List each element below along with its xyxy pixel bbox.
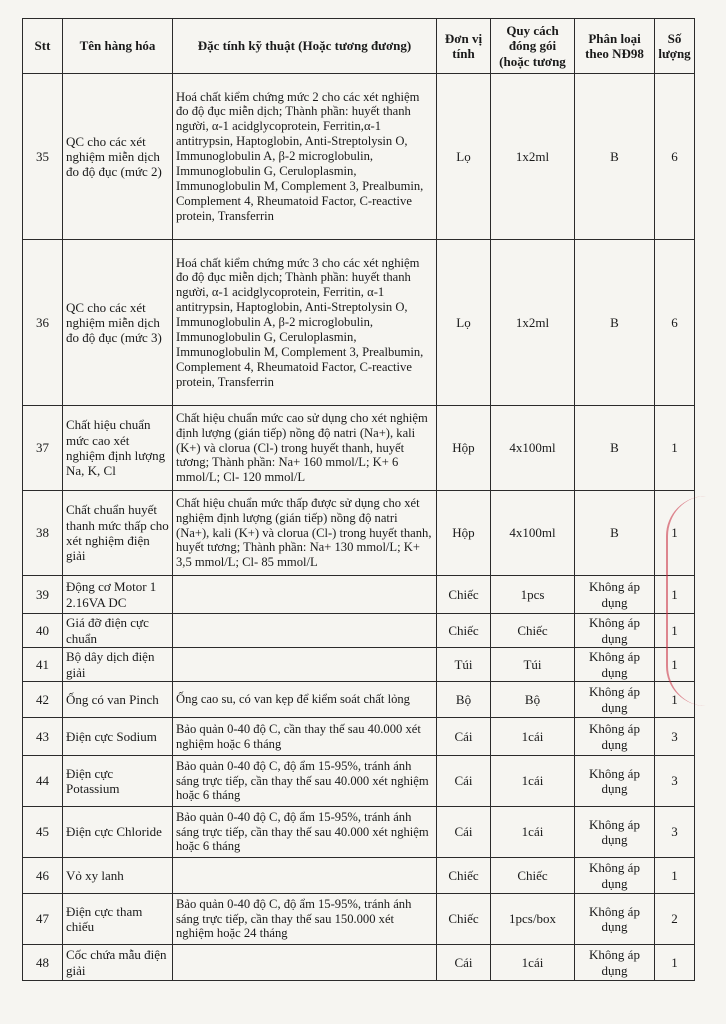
- cell-pack: 1x2ml: [491, 240, 575, 406]
- header-pack: Quy cách đóng gói (hoặc tương: [491, 19, 575, 74]
- cell-pack: 1cái: [491, 756, 575, 807]
- cell-name: Cốc chứa mẫu điện giải: [63, 945, 173, 981]
- table-row: [23, 945, 695, 981]
- header-class: Phân loại theo NĐ98: [575, 19, 655, 74]
- cell-class: Không áp dụng: [575, 756, 655, 807]
- cell-spec: Bảo quản 0-40 độ C, độ ẩm 15-95%, tránh ánh sáng trực tiếp, cần thay thế sau 40.000 xét nghiệm hoặc 6 tháng: [173, 807, 437, 858]
- table-row: [23, 240, 695, 406]
- table-row: [23, 614, 695, 648]
- cell-stt: 44: [23, 756, 63, 807]
- table-row: [23, 807, 695, 858]
- cell-qty: 1: [655, 858, 695, 894]
- cell-unit: Cái: [437, 718, 491, 756]
- cell-spec: [173, 614, 437, 648]
- cell-stt: 37: [23, 406, 63, 491]
- table-row: [23, 576, 695, 614]
- cell-class: Không áp dụng: [575, 945, 655, 981]
- cell-pack: 1pcs/box: [491, 894, 575, 945]
- cell-spec: Bảo quản 0-40 độ C, cần thay thế sau 40.000 xét nghiệm hoặc 6 tháng: [173, 718, 437, 756]
- cell-class: Không áp dụng: [575, 576, 655, 614]
- cell-unit: Chiếc: [437, 614, 491, 648]
- cell-pack: Chiếc: [491, 614, 575, 648]
- cell-name: Ống có van Pinch: [63, 682, 173, 718]
- cell-class: B: [575, 491, 655, 576]
- cell-qty: 2: [655, 894, 695, 945]
- cell-qty: 3: [655, 718, 695, 756]
- table-header-row: [23, 19, 695, 74]
- cell-pack: 1cái: [491, 945, 575, 981]
- cell-class: B: [575, 74, 655, 240]
- header-qty: Số lượng: [655, 19, 695, 74]
- cell-spec: [173, 576, 437, 614]
- header-unit: Đơn vị tính: [437, 19, 491, 74]
- cell-pack: 1x2ml: [491, 74, 575, 240]
- cell-class: B: [575, 406, 655, 491]
- cell-spec: [173, 858, 437, 894]
- cell-stt: 45: [23, 807, 63, 858]
- table-row: [23, 406, 695, 491]
- cell-name: Điện cực tham chiếu: [63, 894, 173, 945]
- cell-unit: Lọ: [437, 74, 491, 240]
- table-row: [23, 648, 695, 682]
- table-row: [23, 682, 695, 718]
- cell-spec: [173, 648, 437, 682]
- cell-stt: 39: [23, 576, 63, 614]
- red-stamp-fragment: [666, 496, 708, 706]
- cell-name: Vỏ xy lanh: [63, 858, 173, 894]
- cell-qty: 1: [655, 614, 695, 648]
- cell-name: Động cơ Motor 1 2.16VA DC: [63, 576, 173, 614]
- cell-name: Giá đỡ điện cực chuẩn: [63, 614, 173, 648]
- cell-qty: 1: [655, 945, 695, 981]
- header-stt: Stt: [23, 19, 63, 74]
- table-body: [23, 74, 695, 981]
- cell-stt: 40: [23, 614, 63, 648]
- cell-name: QC cho các xét nghiệm miễn dịch đo độ đục (mức 2): [63, 74, 173, 240]
- cell-unit: Chiếc: [437, 894, 491, 945]
- cell-name: Điện cực Potassium: [63, 756, 173, 807]
- cell-qty: 1: [655, 576, 695, 614]
- table-row: [23, 756, 695, 807]
- cell-qty: 6: [655, 74, 695, 240]
- equipment-table: [22, 18, 695, 981]
- cell-unit: Hộp: [437, 406, 491, 491]
- cell-pack: 1cái: [491, 807, 575, 858]
- cell-qty: 1: [655, 406, 695, 491]
- cell-class: Không áp dụng: [575, 858, 655, 894]
- cell-class: Không áp dụng: [575, 807, 655, 858]
- cell-stt: 43: [23, 718, 63, 756]
- cell-spec: Bảo quản 0-40 độ C, độ ẩm 15-95%, tránh ánh sáng trực tiếp, cần thay thế sau 40.000 xét nghiệm hoặc 6 tháng: [173, 756, 437, 807]
- cell-unit: Bộ: [437, 682, 491, 718]
- cell-unit: Cái: [437, 756, 491, 807]
- cell-qty: 6: [655, 240, 695, 406]
- cell-pack: 4x100ml: [491, 406, 575, 491]
- cell-spec: Hoá chất kiểm chứng mức 3 cho các xét nghiệm đo độ đục miễn dịch; Thành phần: huyết thanh người, α-1 acidglycoprotein, Ferritin, α-1 antitrypsin, Haptoglobin, Anti-Streptolysin O, Immunoglobulin A, β-2 microglobulin, Immunoglobulin G, Ceruloplasmin, Immunoglobulin M, Complement 3, Prealbumin, Complement 4, Rheumatoid Factor, C-reactive protein, Transferrin: [173, 240, 437, 406]
- cell-stt: 46: [23, 858, 63, 894]
- cell-stt: 35: [23, 74, 63, 240]
- cell-spec: Chất hiệu chuẩn mức cao sử dụng cho xét nghiệm định lượng (gián tiếp) nồng độ natri (Na+), kali (K+) và clorua (Cl-) trong huyết thanh, huyết tương; Thành phần: Na+ 160 mmol/L; K+ 6 mmol/L; Cl- 120 mmol/L: [173, 406, 437, 491]
- cell-spec: Bảo quản 0-40 độ C, độ ẩm 15-95%, tránh ánh sáng trực tiếp, cần thay thế sau 150.000 xét nghiệm hoặc 24 tháng: [173, 894, 437, 945]
- document-page: [22, 18, 694, 981]
- cell-stt: 38: [23, 491, 63, 576]
- cell-name: Điện cực Chloride: [63, 807, 173, 858]
- cell-qty: 1: [655, 491, 695, 576]
- cell-pack: 4x100ml: [491, 491, 575, 576]
- cell-pack: Chiếc: [491, 858, 575, 894]
- cell-unit: Lọ: [437, 240, 491, 406]
- cell-pack: 1cái: [491, 718, 575, 756]
- cell-name: QC cho các xét nghiệm miễn dịch đo độ đục (mức 3): [63, 240, 173, 406]
- table-row: [23, 491, 695, 576]
- cell-spec: [173, 945, 437, 981]
- cell-qty: 1: [655, 648, 695, 682]
- header-spec: Đặc tính kỹ thuật (Hoặc tương đương): [173, 19, 437, 74]
- cell-unit: Chiếc: [437, 576, 491, 614]
- cell-unit: Hộp: [437, 491, 491, 576]
- cell-pack: Bộ: [491, 682, 575, 718]
- cell-qty: 1: [655, 682, 695, 718]
- cell-stt: 42: [23, 682, 63, 718]
- cell-class: Không áp dụng: [575, 614, 655, 648]
- cell-qty: 3: [655, 807, 695, 858]
- cell-class: Không áp dụng: [575, 648, 655, 682]
- cell-name: Chất hiệu chuẩn mức cao xét nghiệm định lượng Na, K, Cl: [63, 406, 173, 491]
- cell-stt: 36: [23, 240, 63, 406]
- cell-spec: Ống cao su, có van kẹp để kiểm soát chất lỏng: [173, 682, 437, 718]
- cell-stt: 47: [23, 894, 63, 945]
- cell-name: Bộ dây dịch điện giải: [63, 648, 173, 682]
- cell-name: Chất chuẩn huyết thanh mức thấp cho xét nghiệm điện giải: [63, 491, 173, 576]
- cell-unit: Túi: [437, 648, 491, 682]
- cell-stt: 41: [23, 648, 63, 682]
- cell-unit: Cái: [437, 945, 491, 981]
- table-row: [23, 894, 695, 945]
- cell-spec: Chất hiệu chuẩn mức thấp được sử dụng cho xét nghiệm định lượng (gián tiếp) nồng độ natri (Na+), kali (K+) và clorua (Cl-) trong huyết thanh, huyết tương; Thành phần: Na+ 130 mmol/L; K+ 3,5 mmol/L; Cl- 85 mmol/L: [173, 491, 437, 576]
- cell-class: B: [575, 240, 655, 406]
- cell-qty: 3: [655, 756, 695, 807]
- cell-pack: 1pcs: [491, 576, 575, 614]
- cell-unit: Cái: [437, 807, 491, 858]
- cell-class: Không áp dụng: [575, 894, 655, 945]
- cell-class: Không áp dụng: [575, 718, 655, 756]
- cell-unit: Chiếc: [437, 858, 491, 894]
- cell-class: Không áp dụng: [575, 682, 655, 718]
- cell-spec: Hoá chất kiểm chứng mức 2 cho các xét nghiệm đo độ đục miễn dịch; Thành phần: huyết thanh người, α-1 acidglycoprotein, Ferritin,α-1 antitrypsin, Haptoglobin, Anti-Streptolysin O, Immunoglobulin A, β-2 microglobulin, Immunoglobulin G, Ceruloplasmin, Immunoglobulin M, Complement 3, Prealbumin, Complement 4, Rheumatoid Factor, C-reactive protein, Transferrin: [173, 74, 437, 240]
- table-row: [23, 858, 695, 894]
- header-name: Tên hàng hóa: [63, 19, 173, 74]
- table-row: [23, 74, 695, 240]
- cell-name: Điện cực Sodium: [63, 718, 173, 756]
- cell-pack: Túi: [491, 648, 575, 682]
- table-row: [23, 718, 695, 756]
- cell-stt: 48: [23, 945, 63, 981]
